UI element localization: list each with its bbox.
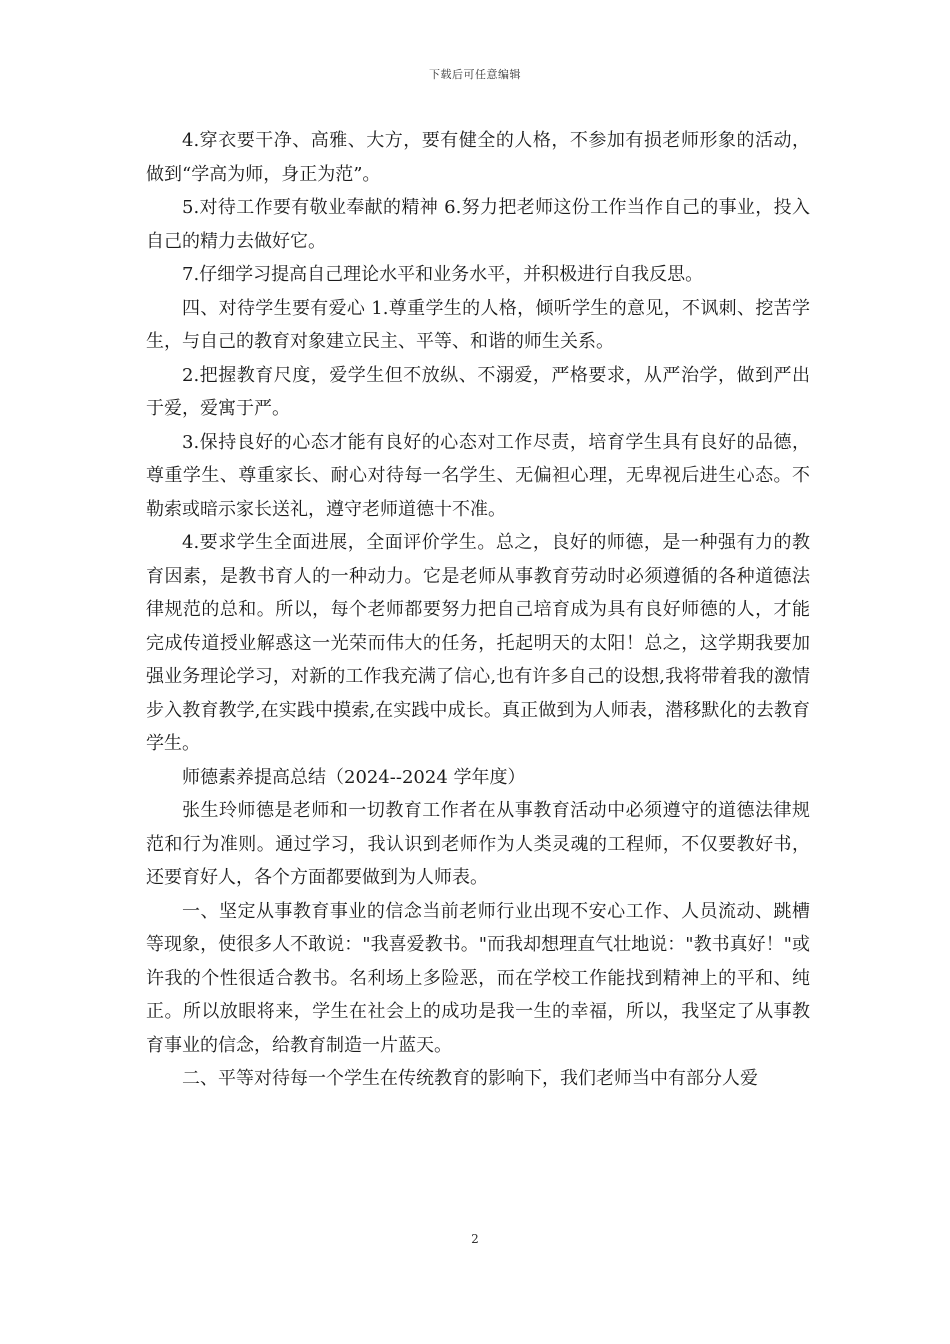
section-title: 师德素养提高总结（2024--2024 学年度） <box>182 766 526 788</box>
document-body <box>146 124 810 1096</box>
paragraph: 四、对待学生要有爱心 1.尊重学生的人格，倾听学生的意见，不讽刺、挖苦学生，与自己的教育对象建立民主、平等、和谐的师生关系。 <box>146 297 810 352</box>
paragraph: 张生玲师德是老师和一切教育工作者在从事教育活动中必须遵守的道德法律规范和行为准则。通过学习，我认识到老师作为人类灵魂的工程师，不仅要教好书，还要育好人，各个方面都要做到为人师表。 <box>146 800 810 888</box>
paragraph: 7.仔细学习提高自己理论水平和业务水平，并积极进行自我反思。 <box>182 264 704 285</box>
paragraph: 3.保持良好的心态才能有良好的心态对工作尽责，培育学生具有良好的品德，尊重学生、尊重家长、耐心对待每一名学生、无偏袒心理，无卑视后进生心态。不勒索或暗示家长送礼，遵守老师道德十不准。 <box>146 431 810 520</box>
paragraph: 一、坚定从事教育事业的信念当前老师行业出现不安心工作、人员流动、跳槽等现象，使很多人不敢说："我喜爱教书。"而我却想理直气壮地说："教书真好！"或许我的个性很适合教书。名利场上多险恶，而在学校工作能找到精神上的平和、纯正。所以放眼将来，学生在社会上的成功是我一生的幸福，所以，我坚定了从事教育事业的信念，给教育制造一片蓝天。 <box>146 900 810 1056</box>
paragraph: 二、平等对待每一个学生在传统教育的影响下，我们老师当中有部分人爱 <box>182 1068 758 1089</box>
paragraph: 4.要求学生全面进展，全面评价学生。总之，良好的师德，是一种强有力的教育因素，是教书育人的一种动力。它是老师从事教育劳动时必须遵循的各种道德法律规范的总和。所以，每个老师都要努力把自己培育成为具有良好师德的人，才能完成传道授业解惑这一光荣而伟大的任务，托起明天的太阳！总之，这学期我要加强业务理论学习，对新的工作我充满了信心,也有许多自己的设想,我将带着我的激情步入教育教学,在实践中摸索,在实践中成长。真正做到为人师表，潜移默化的去教育学生。 <box>146 532 810 754</box>
paragraph: 4.穿衣要干净、高雅、大方，要有健全的人格，不参加有损老师形象的活动，做到“学高为师，身正为范”。 <box>146 130 810 185</box>
paragraph: 2.把握教育尺度，爱学生但不放纵、不溺爱，严格要求，从严治学，做到严出于爱，爱寓于严。 <box>146 364 810 419</box>
page-header: 下载后可任意编辑 <box>429 68 521 81</box>
page-number: 2 <box>471 1232 479 1246</box>
paragraph: 5.对待工作要有敬业奉献的精神 6.努力把老师这份工作当作自己的事业，投入自己的精力去做好它。 <box>146 197 810 252</box>
